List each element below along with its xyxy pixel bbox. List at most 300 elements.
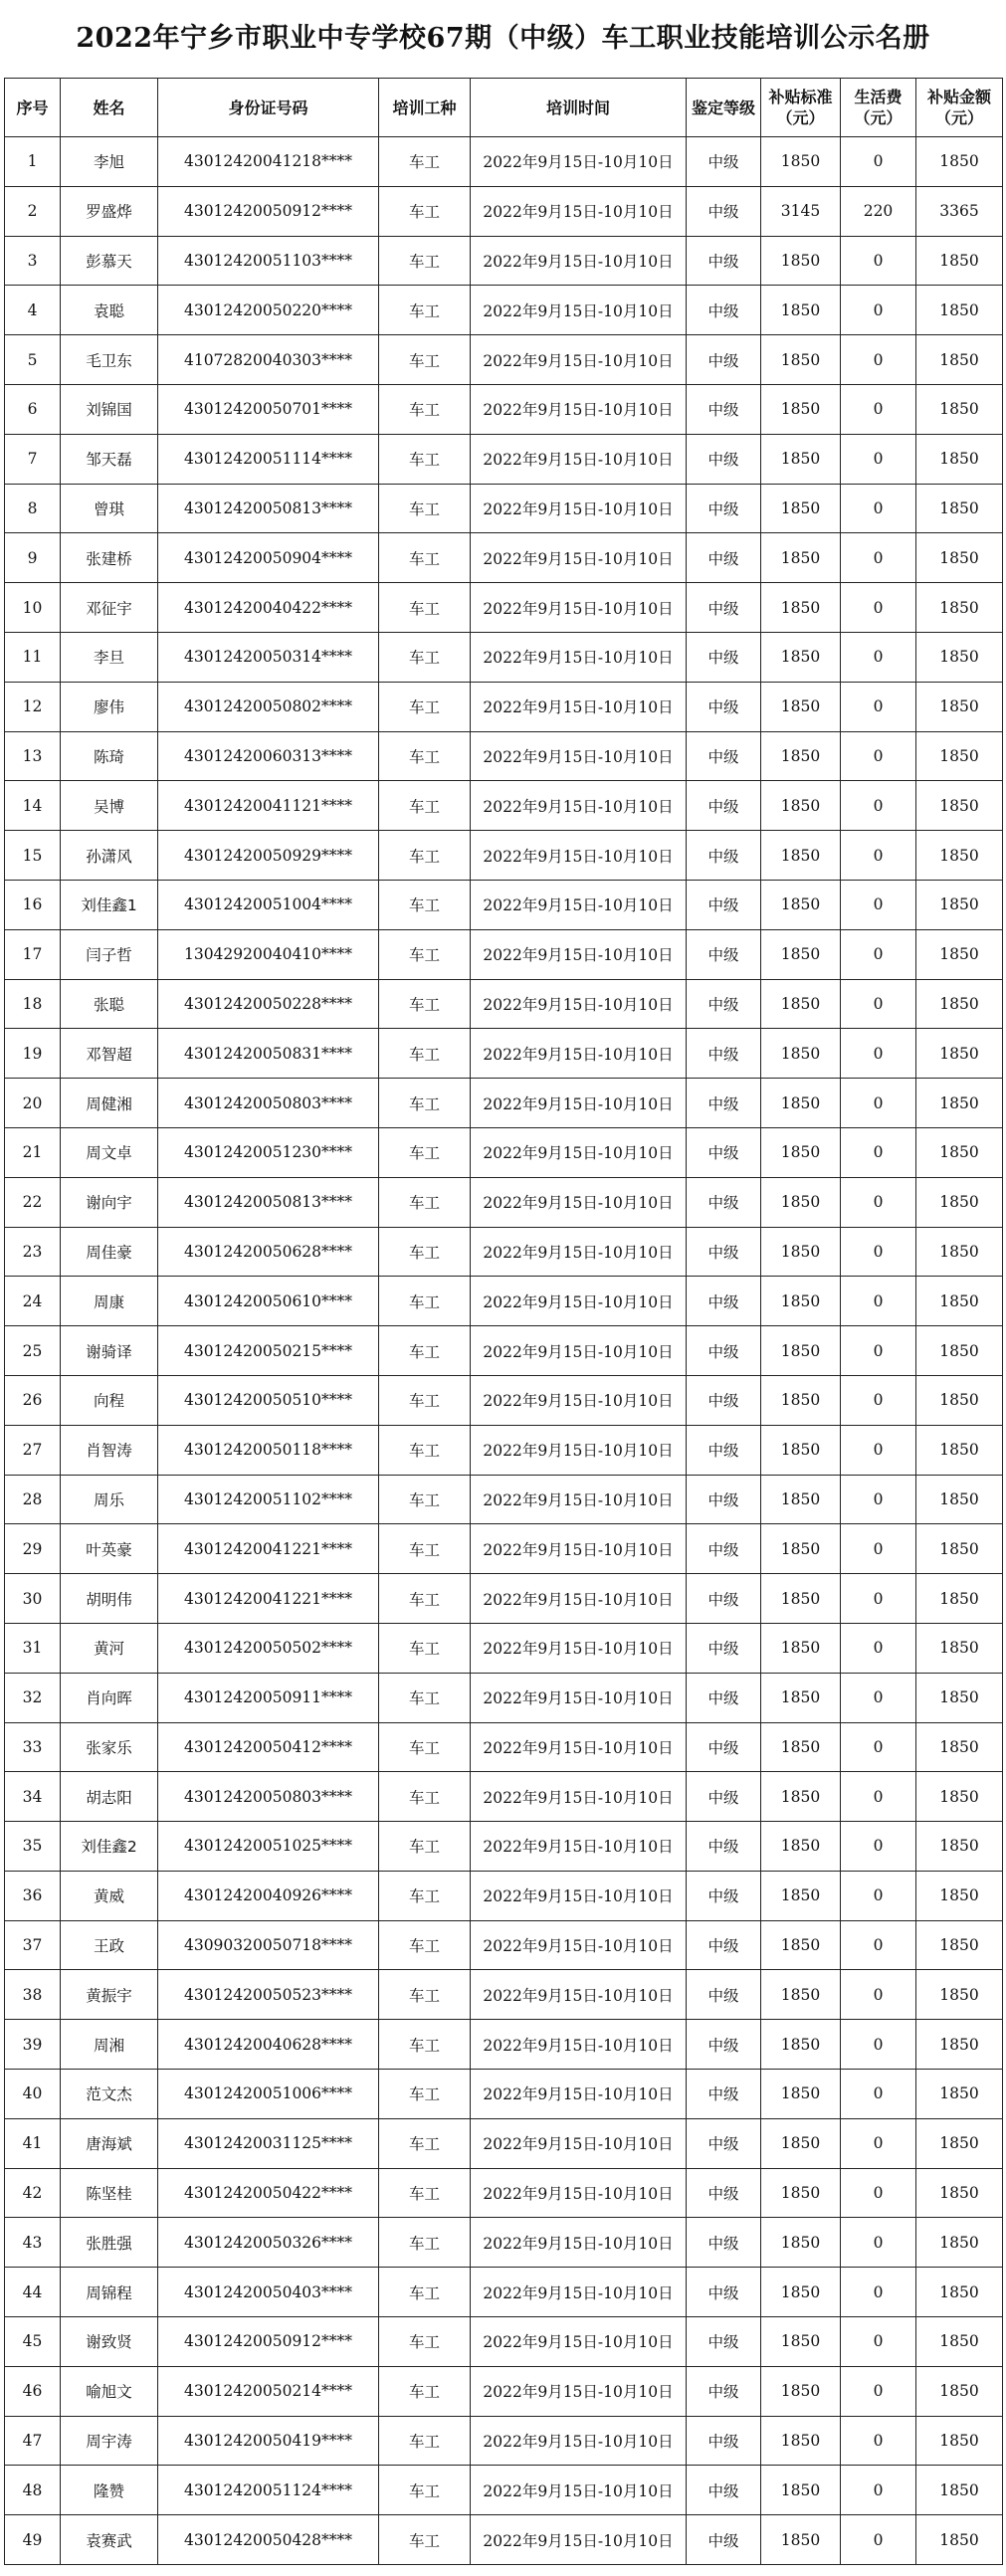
- cell-level: 中级: [687, 1475, 761, 1524]
- cell-name: 邓征宇: [61, 583, 158, 633]
- cell-name: 廖伟: [61, 682, 158, 731]
- cell-training-type: 车工: [379, 1079, 471, 1128]
- cell-id-number: 43012420050215****: [158, 1326, 379, 1376]
- cell-id-number: 43012420050628****: [158, 1227, 379, 1277]
- cell-id-number: 43012420050610****: [158, 1277, 379, 1326]
- cell-id-number: 43090320050718****: [158, 1920, 379, 1970]
- table-row: [5, 1920, 1003, 1970]
- table-row: [5, 384, 1003, 434]
- cell-training-type: 车工: [379, 1871, 471, 1920]
- cell-id-number: 43012420050813****: [158, 484, 379, 533]
- cell-level: 中级: [687, 1574, 761, 1624]
- cell-level: 中级: [687, 682, 761, 731]
- table-row: [5, 1177, 1003, 1227]
- cell-name: 周文卓: [61, 1127, 158, 1177]
- cell-training-time: 2022年9月15日-10月10日: [471, 682, 687, 731]
- cell-living-allowance: 220: [841, 186, 916, 236]
- cell-living-allowance: 0: [841, 2070, 916, 2119]
- cell-subsidy-standard: 3145: [761, 186, 841, 236]
- cell-subsidy-amount: 1850: [916, 2118, 1003, 2168]
- cell-level: 中级: [687, 1822, 761, 1872]
- cell-subsidy-amount: 1850: [916, 1772, 1003, 1822]
- cell-subsidy-amount: 1850: [916, 682, 1003, 731]
- cell-name: 张聪: [61, 979, 158, 1029]
- header-living-line2: （元）: [854, 108, 903, 127]
- cell-living-allowance: 0: [841, 2466, 916, 2515]
- header-living: [841, 79, 916, 137]
- cell-id-number: 43012420040926****: [158, 1871, 379, 1920]
- cell-seq: 27: [5, 1425, 61, 1475]
- cell-training-time: 2022年9月15日-10月10日: [471, 1029, 687, 1079]
- header-std-line2: （元）: [776, 108, 825, 127]
- header-id: 身份证号码: [158, 79, 379, 137]
- cell-training-time: 2022年9月15日-10月10日: [471, 335, 687, 385]
- cell-level: 中级: [687, 1623, 761, 1673]
- cell-training-time: 2022年9月15日-10月10日: [471, 533, 687, 583]
- cell-training-type: 车工: [379, 2416, 471, 2466]
- cell-training-type: 车工: [379, 1326, 471, 1376]
- cell-living-allowance: 0: [841, 2416, 916, 2466]
- cell-seq: 19: [5, 1029, 61, 1079]
- cell-subsidy-amount: 1850: [916, 929, 1003, 979]
- header-amount-line2: （元）: [934, 108, 983, 127]
- cell-living-allowance: 0: [841, 335, 916, 385]
- cell-seq: 26: [5, 1375, 61, 1425]
- cell-level: 中级: [687, 831, 761, 881]
- cell-subsidy-amount: 1850: [916, 1475, 1003, 1524]
- cell-training-time: 2022年9月15日-10月10日: [471, 484, 687, 533]
- cell-training-time: 2022年9月15日-10月10日: [471, 2515, 687, 2565]
- cell-training-type: 车工: [379, 929, 471, 979]
- header-amount: [916, 79, 1003, 137]
- cell-seq: 28: [5, 1475, 61, 1524]
- cell-name: 周锦程: [61, 2268, 158, 2317]
- cell-training-time: 2022年9月15日-10月10日: [471, 137, 687, 187]
- cell-subsidy-standard: 1850: [761, 1574, 841, 1624]
- cell-subsidy-amount: 1850: [916, 1375, 1003, 1425]
- cell-subsidy-standard: 1850: [761, 1772, 841, 1822]
- cell-id-number: 43012420031125****: [158, 2118, 379, 2168]
- cell-level: 中级: [687, 880, 761, 929]
- cell-subsidy-amount: 1850: [916, 1970, 1003, 2020]
- cell-living-allowance: 0: [841, 2020, 916, 2070]
- cell-id-number: 43012420041221****: [158, 1574, 379, 1624]
- cell-id-number: 43012420051114****: [158, 434, 379, 484]
- cell-subsidy-amount: 1850: [916, 1425, 1003, 1475]
- table-row: [5, 1227, 1003, 1277]
- cell-id-number: 43012420050403****: [158, 2268, 379, 2317]
- cell-training-type: 车工: [379, 236, 471, 286]
- table-row: [5, 434, 1003, 484]
- table-row: [5, 1475, 1003, 1524]
- cell-name: 黄河: [61, 1623, 158, 1673]
- cell-living-allowance: 0: [841, 1673, 916, 1722]
- cell-living-allowance: 0: [841, 1127, 916, 1177]
- cell-subsidy-amount: 1850: [916, 533, 1003, 583]
- table-row: [5, 2515, 1003, 2565]
- cell-subsidy-standard: 1850: [761, 2168, 841, 2218]
- cell-subsidy-standard: 1850: [761, 1524, 841, 1574]
- cell-subsidy-standard: 1850: [761, 236, 841, 286]
- cell-training-type: 车工: [379, 731, 471, 781]
- cell-id-number: 43012420051004****: [158, 880, 379, 929]
- cell-training-type: 车工: [379, 1574, 471, 1624]
- cell-id-number: 43012420041121****: [158, 781, 379, 831]
- table-row: [5, 2218, 1003, 2268]
- cell-training-time: 2022年9月15日-10月10日: [471, 2366, 687, 2416]
- cell-subsidy-amount: 1850: [916, 1673, 1003, 1722]
- cell-training-type: 车工: [379, 1970, 471, 2020]
- cell-training-time: 2022年9月15日-10月10日: [471, 1772, 687, 1822]
- cell-training-type: 车工: [379, 384, 471, 434]
- cell-training-type: 车工: [379, 286, 471, 335]
- cell-name: 谢向宇: [61, 1177, 158, 1227]
- cell-id-number: 43012420051230****: [158, 1127, 379, 1177]
- cell-living-allowance: 0: [841, 2268, 916, 2317]
- cell-subsidy-standard: 1850: [761, 2466, 841, 2515]
- cell-name: 谢致贤: [61, 2317, 158, 2367]
- cell-name: 周宇涛: [61, 2416, 158, 2466]
- cell-subsidy-standard: 1850: [761, 2317, 841, 2367]
- cell-subsidy-amount: 1850: [916, 2070, 1003, 2119]
- cell-subsidy-amount: 1850: [916, 236, 1003, 286]
- cell-training-type: 车工: [379, 2070, 471, 2119]
- cell-subsidy-amount: 1850: [916, 1029, 1003, 1079]
- cell-level: 中级: [687, 533, 761, 583]
- cell-id-number: 43012420050314****: [158, 632, 379, 682]
- cell-seq: 23: [5, 1227, 61, 1277]
- table-row: [5, 484, 1003, 533]
- table-row: [5, 137, 1003, 187]
- cell-training-type: 车工: [379, 1177, 471, 1227]
- cell-subsidy-amount: 1850: [916, 1227, 1003, 1277]
- cell-level: 中级: [687, 1673, 761, 1722]
- cell-living-allowance: 0: [841, 2118, 916, 2168]
- cell-training-type: 车工: [379, 632, 471, 682]
- cell-subsidy-standard: 1850: [761, 1277, 841, 1326]
- cell-name: 罗盛烨: [61, 186, 158, 236]
- header-amount-line1: 补贴金额: [926, 88, 991, 106]
- cell-id-number: 43012420050911****: [158, 1673, 379, 1722]
- cell-level: 中级: [687, 1375, 761, 1425]
- cell-seq: 22: [5, 1177, 61, 1227]
- cell-training-time: 2022年9月15日-10月10日: [471, 1871, 687, 1920]
- cell-training-type: 车工: [379, 2168, 471, 2218]
- cell-training-time: 2022年9月15日-10月10日: [471, 434, 687, 484]
- cell-level: 中级: [687, 2268, 761, 2317]
- table-row: [5, 880, 1003, 929]
- cell-subsidy-standard: 1850: [761, 1623, 841, 1673]
- cell-living-allowance: 0: [841, 979, 916, 1029]
- cell-subsidy-amount: 1850: [916, 2168, 1003, 2218]
- cell-training-type: 车工: [379, 2118, 471, 2168]
- cell-seq: 20: [5, 1079, 61, 1128]
- table-row: [5, 632, 1003, 682]
- cell-seq: 14: [5, 781, 61, 831]
- cell-living-allowance: 0: [841, 1722, 916, 1772]
- cell-seq: 29: [5, 1524, 61, 1574]
- cell-training-type: 车工: [379, 2268, 471, 2317]
- table-row: [5, 1326, 1003, 1376]
- cell-subsidy-standard: 1850: [761, 484, 841, 533]
- cell-training-type: 车工: [379, 434, 471, 484]
- cell-training-type: 车工: [379, 1475, 471, 1524]
- cell-training-time: 2022年9月15日-10月10日: [471, 583, 687, 633]
- cell-subsidy-standard: 1850: [761, 2118, 841, 2168]
- cell-seq: 48: [5, 2466, 61, 2515]
- cell-seq: 43: [5, 2218, 61, 2268]
- cell-level: 中级: [687, 2218, 761, 2268]
- cell-name: 彭慕天: [61, 236, 158, 286]
- cell-level: 中级: [687, 1029, 761, 1079]
- cell-name: 周健湘: [61, 1079, 158, 1128]
- cell-id-number: 43012420040422****: [158, 583, 379, 633]
- cell-subsidy-amount: 3365: [916, 186, 1003, 236]
- cell-subsidy-amount: 1850: [916, 2515, 1003, 2565]
- cell-id-number: 43012420050912****: [158, 2317, 379, 2367]
- cell-id-number: 43012420050803****: [158, 1079, 379, 1128]
- table-row: [5, 236, 1003, 286]
- table-row: [5, 2366, 1003, 2416]
- cell-id-number: 43012420051102****: [158, 1475, 379, 1524]
- cell-subsidy-standard: 1850: [761, 1673, 841, 1722]
- table-row: [5, 533, 1003, 583]
- cell-training-type: 车工: [379, 484, 471, 533]
- cell-seq: 4: [5, 286, 61, 335]
- cell-level: 中级: [687, 1227, 761, 1277]
- cell-name: 周乐: [61, 1475, 158, 1524]
- cell-subsidy-amount: 1850: [916, 979, 1003, 1029]
- cell-living-allowance: 0: [841, 880, 916, 929]
- cell-id-number: 43012420050803****: [158, 1772, 379, 1822]
- cell-living-allowance: 0: [841, 2218, 916, 2268]
- cell-seq: 13: [5, 731, 61, 781]
- cell-level: 中级: [687, 1970, 761, 2020]
- header-living-line1: 生活费: [854, 88, 903, 106]
- table-row: [5, 2317, 1003, 2367]
- header-time: 培训时间: [471, 79, 687, 137]
- cell-seq: 9: [5, 533, 61, 583]
- cell-subsidy-standard: 1850: [761, 384, 841, 434]
- cell-training-type: 车工: [379, 1277, 471, 1326]
- cell-seq: 42: [5, 2168, 61, 2218]
- cell-training-type: 车工: [379, 335, 471, 385]
- cell-living-allowance: 0: [841, 1822, 916, 1872]
- cell-living-allowance: 0: [841, 929, 916, 979]
- cell-name: 曾琪: [61, 484, 158, 533]
- cell-training-time: 2022年9月15日-10月10日: [471, 1920, 687, 1970]
- cell-level: 中级: [687, 335, 761, 385]
- cell-name: 周康: [61, 1277, 158, 1326]
- cell-name: 邹天磊: [61, 434, 158, 484]
- cell-id-number: 43012420050701****: [158, 384, 379, 434]
- cell-level: 中级: [687, 583, 761, 633]
- cell-level: 中级: [687, 1127, 761, 1177]
- cell-living-allowance: 0: [841, 2168, 916, 2218]
- cell-training-type: 车工: [379, 880, 471, 929]
- cell-seq: 25: [5, 1326, 61, 1376]
- cell-seq: 24: [5, 1277, 61, 1326]
- cell-id-number: 43012420040628****: [158, 2020, 379, 2070]
- cell-name: 周佳豪: [61, 1227, 158, 1277]
- cell-training-time: 2022年9月15日-10月10日: [471, 632, 687, 682]
- cell-subsidy-amount: 1850: [916, 1722, 1003, 1772]
- table-row: [5, 929, 1003, 979]
- cell-id-number: 43012420050422****: [158, 2168, 379, 2218]
- cell-id-number: 43012420051025****: [158, 1822, 379, 1872]
- cell-subsidy-amount: 1850: [916, 1871, 1003, 1920]
- cell-living-allowance: 0: [841, 1079, 916, 1128]
- cell-name: 黄威: [61, 1871, 158, 1920]
- cell-name: 袁聪: [61, 286, 158, 335]
- cell-training-time: 2022年9月15日-10月10日: [471, 2218, 687, 2268]
- cell-id-number: 43012420050502****: [158, 1623, 379, 1673]
- cell-id-number: 43012420050510****: [158, 1375, 379, 1425]
- cell-subsidy-standard: 1850: [761, 1871, 841, 1920]
- cell-id-number: 43012420041218****: [158, 137, 379, 187]
- cell-name: 张家乐: [61, 1722, 158, 1772]
- cell-level: 中级: [687, 2317, 761, 2367]
- cell-training-time: 2022年9月15日-10月10日: [471, 929, 687, 979]
- cell-subsidy-amount: 1850: [916, 632, 1003, 682]
- cell-training-time: 2022年9月15日-10月10日: [471, 1425, 687, 1475]
- cell-subsidy-standard: 1850: [761, 1227, 841, 1277]
- cell-training-type: 车工: [379, 979, 471, 1029]
- cell-living-allowance: 0: [841, 583, 916, 633]
- cell-training-type: 车工: [379, 2366, 471, 2416]
- header-std-line1: 补贴标准: [768, 88, 833, 106]
- cell-level: 中级: [687, 2020, 761, 2070]
- table-row: [5, 2020, 1003, 2070]
- cell-subsidy-amount: 1850: [916, 1127, 1003, 1177]
- cell-subsidy-amount: 1850: [916, 1326, 1003, 1376]
- cell-subsidy-amount: 1850: [916, 2218, 1003, 2268]
- cell-subsidy-standard: 1850: [761, 2070, 841, 2119]
- table-row: [5, 979, 1003, 1029]
- cell-id-number: 43012420050428****: [158, 2515, 379, 2565]
- cell-training-type: 车工: [379, 2218, 471, 2268]
- cell-level: 中级: [687, 384, 761, 434]
- cell-level: 中级: [687, 2070, 761, 2119]
- cell-level: 中级: [687, 1079, 761, 1128]
- cell-id-number: 43012420041221****: [158, 1524, 379, 1574]
- table-row: [5, 682, 1003, 731]
- cell-living-allowance: 0: [841, 1277, 916, 1326]
- cell-subsidy-standard: 1850: [761, 880, 841, 929]
- cell-training-time: 2022年9月15日-10月10日: [471, 2118, 687, 2168]
- cell-name: 王政: [61, 1920, 158, 1970]
- cell-training-time: 2022年9月15日-10月10日: [471, 781, 687, 831]
- cell-living-allowance: 0: [841, 1475, 916, 1524]
- cell-training-time: 2022年9月15日-10月10日: [471, 1623, 687, 1673]
- cell-living-allowance: 0: [841, 2317, 916, 2367]
- cell-seq: 8: [5, 484, 61, 533]
- cell-seq: 34: [5, 1772, 61, 1822]
- cell-training-time: 2022年9月15日-10月10日: [471, 1079, 687, 1128]
- table-row: [5, 1772, 1003, 1822]
- cell-seq: 44: [5, 2268, 61, 2317]
- cell-subsidy-amount: 1850: [916, 434, 1003, 484]
- cell-seq: 21: [5, 1127, 61, 1177]
- cell-level: 中级: [687, 236, 761, 286]
- cell-living-allowance: 0: [841, 831, 916, 881]
- cell-level: 中级: [687, 1722, 761, 1772]
- cell-living-allowance: 0: [841, 236, 916, 286]
- cell-seq: 15: [5, 831, 61, 881]
- cell-name: 闫子哲: [61, 929, 158, 979]
- table-row: [5, 1029, 1003, 1079]
- cell-living-allowance: 0: [841, 682, 916, 731]
- cell-living-allowance: 0: [841, 781, 916, 831]
- cell-seq: 37: [5, 1920, 61, 1970]
- cell-seq: 12: [5, 682, 61, 731]
- cell-name: 黄振宇: [61, 1970, 158, 2020]
- cell-seq: 46: [5, 2366, 61, 2416]
- cell-seq: 17: [5, 929, 61, 979]
- cell-living-allowance: 0: [841, 1029, 916, 1079]
- cell-level: 中级: [687, 2118, 761, 2168]
- table-row: [5, 1277, 1003, 1326]
- table-row: [5, 1375, 1003, 1425]
- cell-subsidy-standard: 1850: [761, 1425, 841, 1475]
- cell-living-allowance: 0: [841, 1227, 916, 1277]
- cell-living-allowance: 0: [841, 1920, 916, 1970]
- header-name: 姓名: [61, 79, 158, 137]
- cell-level: 中级: [687, 781, 761, 831]
- cell-subsidy-amount: 1850: [916, 831, 1003, 881]
- cell-seq: 35: [5, 1822, 61, 1872]
- cell-name: 隆赞: [61, 2466, 158, 2515]
- cell-training-time: 2022年9月15日-10月10日: [471, 1326, 687, 1376]
- cell-subsidy-standard: 1850: [761, 2416, 841, 2466]
- cell-subsidy-standard: 1850: [761, 731, 841, 781]
- cell-living-allowance: 0: [841, 286, 916, 335]
- table-row: [5, 1673, 1003, 1722]
- cell-training-time: 2022年9月15日-10月10日: [471, 1277, 687, 1326]
- cell-id-number: 43012420050802****: [158, 682, 379, 731]
- cell-id-number: 43012420050326****: [158, 2218, 379, 2268]
- cell-subsidy-standard: 1850: [761, 1375, 841, 1425]
- cell-training-type: 车工: [379, 2317, 471, 2367]
- cell-living-allowance: 0: [841, 1574, 916, 1624]
- cell-subsidy-standard: 1850: [761, 929, 841, 979]
- cell-seq: 3: [5, 236, 61, 286]
- cell-id-number: 43012420050412****: [158, 1722, 379, 1772]
- cell-subsidy-amount: 1850: [916, 1822, 1003, 1872]
- cell-subsidy-amount: 1850: [916, 1920, 1003, 1970]
- cell-id-number: 43012420050228****: [158, 979, 379, 1029]
- table-row: [5, 831, 1003, 881]
- cell-name: 袁赛武: [61, 2515, 158, 2565]
- cell-name: 陈坚桂: [61, 2168, 158, 2218]
- cell-training-type: 车工: [379, 1822, 471, 1872]
- cell-subsidy-standard: 1850: [761, 583, 841, 633]
- cell-subsidy-standard: 1850: [761, 1127, 841, 1177]
- header-level: 鉴定等级: [687, 79, 761, 137]
- cell-id-number: 43012420050523****: [158, 1970, 379, 2020]
- cell-subsidy-amount: 1850: [916, 2416, 1003, 2466]
- cell-training-type: 车工: [379, 1673, 471, 1722]
- cell-level: 中级: [687, 979, 761, 1029]
- cell-subsidy-standard: 1850: [761, 632, 841, 682]
- cell-seq: 41: [5, 2118, 61, 2168]
- cell-living-allowance: 0: [841, 434, 916, 484]
- cell-training-type: 车工: [379, 1029, 471, 1079]
- cell-name: 范文杰: [61, 2070, 158, 2119]
- cell-subsidy-amount: 1850: [916, 1079, 1003, 1128]
- cell-name: 唐海斌: [61, 2118, 158, 2168]
- cell-name: 陈琦: [61, 731, 158, 781]
